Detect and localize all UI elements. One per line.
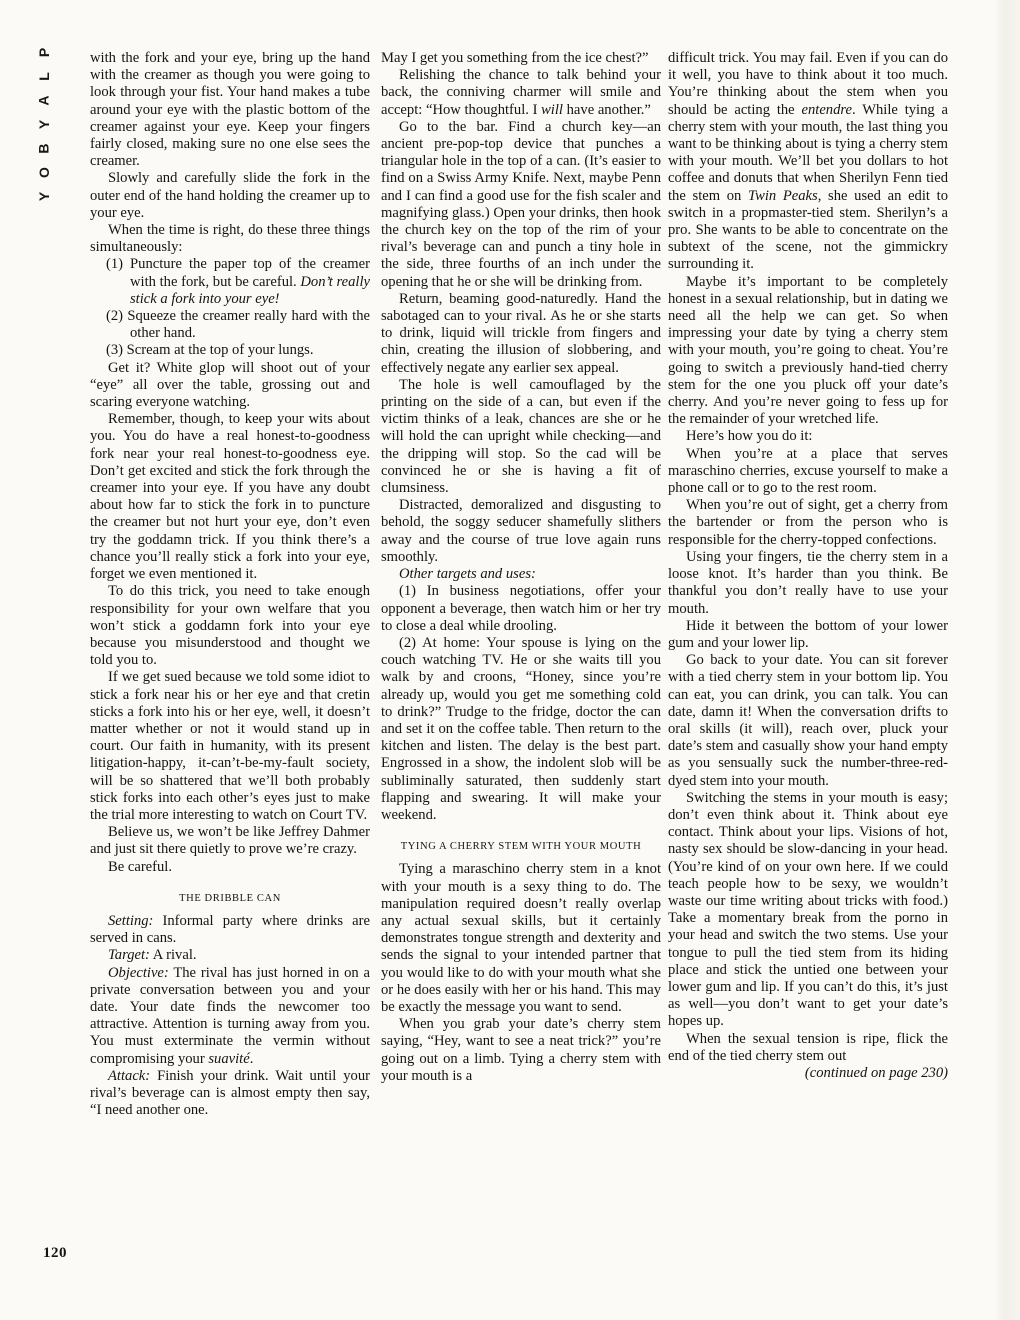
emphasis: will bbox=[541, 101, 563, 118]
text-column-1 bbox=[90, 50, 370, 1119]
paragraph-attack bbox=[90, 1068, 370, 1120]
attack-text: Finish your drink. Wait until your rival’s beverage can is almost empty then say, “I need another one. bbox=[90, 1067, 370, 1119]
running-head-playboy bbox=[34, 40, 54, 208]
paragraph-text: difficult trick. You may fail. Even if you can do it well, you have to think about it too much. You’re thinking about the stem when you should be acting the bbox=[668, 50, 948, 118]
paragraph: Go to the bar. Find a church key—an ancient pre-pop-top device that punches a triangular hole in the top of a can. (It’s easier to find on a Swiss Army Knife. Next, maybe Penn and I can find a good use for the fish scaler and magnifying glass.) Open your drinks, then hook the church key on the top of the rim of your rival’s beverage can and punch a tiny hole in the side, three fourths of an inch under the opening that he or she will be drinking from. bbox=[381, 118, 661, 290]
running-head-letter: Y bbox=[36, 118, 52, 130]
label-target: Target: bbox=[108, 947, 150, 964]
setting-text: Informal party where drinks are served in cans. bbox=[90, 912, 370, 947]
paragraph: Switching the stems in your mouth is easy; don’t even think about it. Think about eye contact. Think about your lips. Visions of hot, nasty sex should be slow-dancing in your head. (You’re kind of on your own here. If we could teach people how to be sexy, we wouldn’t waste our time writing about tricks with food.) Take a momentary break from the porno in your head and switch the two stems. Use your tongue to pull the tied stem from its hiding place and stick the untied one between your lower gum and lip. If you can’t do this, it’s just as well—you don’t want to get your date’s hopes up. bbox=[668, 789, 948, 1030]
running-head-letter: O bbox=[35, 166, 52, 178]
paragraph: (1) In business negotiations, offer your opponent a beverage, then watch him or her try to close a deal while drooling. bbox=[381, 583, 661, 634]
paragraph-text: , she used an edit to switch in a propmaster-tied stem. Sherilyn’s a pro. She wants to be able to concentrate on the subtext of the scene, not the gimmickry surrounding it. bbox=[668, 187, 948, 273]
paragraph: Return, beaming good-naturedly. Hand the sabotaged can to your rival. As he or she starts to drink, liquid will trickle from fingers and chin, creating the illusion of slobbering, and effectively negate any earlier sex appeal. bbox=[381, 290, 661, 376]
paragraph-objective bbox=[90, 965, 370, 1068]
running-head-letter: Y bbox=[36, 190, 52, 202]
paragraph: Maybe it’s important to be completely honest in a sexual relationship, but in dating we need all the help we can get. So when impressing your date by tying a cherry stem with your mouth, you’re going to cheat. You’re going to switch a previously hand-tied cherry stem for the one you pluck off your date’s cherry. And you’re never going to fess up for the remainder of your wretched life. bbox=[668, 273, 948, 428]
running-head-letter: B bbox=[36, 142, 52, 154]
label-other-targets: Other targets and uses: bbox=[399, 566, 536, 583]
paragraph: May I get you something from the ice chest?” bbox=[381, 50, 649, 66]
list-item: (2) Squeeze the creamer really hard with the other hand. bbox=[106, 308, 370, 342]
label-setting: Setting: bbox=[108, 912, 154, 929]
text-column-2 bbox=[381, 50, 661, 1085]
target-text: A rival. bbox=[149, 947, 197, 964]
paragraph-target bbox=[90, 947, 370, 964]
paragraph: To do this trick, you need to take enough responsibility for your own welfare that you won’t stick a goddamn fork into your eye because you misunderstood and thought we told you to. bbox=[90, 583, 370, 669]
paragraph bbox=[668, 50, 948, 274]
list-item: (3) Scream at the top of your lungs. bbox=[106, 342, 314, 359]
paragraph: Remember, though, to keep your wits about you. You do have a real honest-to-goodness fork near your real honest-to-goodness eye. Don’t get excited and stick the fork through the creamer into your eye. If you have any doubt about how far to stick the fork in to puncture the creamer but not hurt your eye, don’t even try the goddamn trick. If you think there’s a chance you’ll really stick a fork into your eye, forget we even mentioned it. bbox=[90, 411, 370, 583]
paragraph: Using your fingers, tie the cherry stem in a loose knot. It’s harder than you think. Be thankful you don’t really have to use your mouth. bbox=[668, 548, 948, 617]
paragraph: Go back to your date. You can sit forever with a tied cherry stem in your bottom lip. You can eat, you can drink, you can talk. You can date, damn it! When the conversation drifts to oral skills (it will), reach over, pluck your date’s stem and casually show your hand empty as you sensually suck the number-three-red-dyed stem into your mouth. bbox=[668, 652, 948, 789]
paragraph: with the fork and your eye, bring up the hand with the creamer as though you were going to look through your fist. Your hand makes a tube around your eye with the plastic bottom of the creamer against your eye. Keep your fingers fairly closed, making sure no one else sees the creamer. bbox=[90, 50, 370, 170]
paragraph: Believe us, we won’t be like Jeffrey Dahmer and just sit there quietly to prove we’re crazy. bbox=[90, 824, 370, 858]
list-item-text: (1) Puncture the paper top of the creamer with the fork, but be careful. bbox=[106, 256, 370, 290]
emphasis: Don’t really stick a fork into your eye! bbox=[130, 273, 370, 307]
emphasis: Twin Peaks bbox=[748, 187, 818, 204]
emphasis: entendre bbox=[801, 101, 852, 118]
continued-line bbox=[668, 1065, 948, 1082]
paragraph: When you’re out of sight, get a cherry from the bartender or from the person who is responsible for the cherry-topped confections. bbox=[668, 497, 948, 548]
label-objective: Objective: bbox=[108, 964, 169, 981]
paragraph: Here’s how you do it: bbox=[686, 428, 813, 445]
paragraph: Tying a maraschino cherry stem in a knot with your mouth is a sexy thing to do. The manipulation required doesn’t really overlap any actual sexual skills, but it certainly demonstrates tongue strength and dexterity and sends the signal to your intended partner that you would like to do with your mouth what she or he does easily with her or his hand. This may be exactly the message you want to send. bbox=[381, 861, 661, 1015]
paragraph: Hide it between the bottom of your lower gum and your lower lip. bbox=[668, 617, 948, 651]
paragraph-other-targets bbox=[381, 566, 661, 583]
paragraph bbox=[381, 67, 661, 119]
paragraph-text: . While tying a cherry stem with your mouth, the last thing you want to be thinking about is tying a cherry stem with your mouth. We’ll bet you dollars to hot coffee and donuts that when Sherilyn Fenn tied the stem on bbox=[668, 101, 948, 204]
label-attack: Attack: bbox=[108, 1067, 151, 1084]
running-head-letter: A bbox=[36, 94, 52, 106]
objective-text: The rival has just horned in on a private conversation between you and your date. Your date finds the newcomer too attractive. Attention is turning away from you. You must exterminate the vermin without compromising your bbox=[90, 964, 370, 1067]
paragraph-setting bbox=[90, 913, 370, 947]
paragraph: Be careful. bbox=[108, 858, 173, 875]
paragraph: When you’re at a place that serves maraschino cherries, excuse yourself to make a phone call or to go to the rest room. bbox=[668, 445, 948, 497]
paragraph-text: Relishing the chance to talk behind your back, the conniving charmer will smile and accept: “How thoughtful. I bbox=[381, 67, 661, 118]
paragraph: When you grab your date’s cherry stem saying, “Hey, want to see a neat trick?” you’re going out on a limb. Tying a cherry stem with your mouth is a bbox=[381, 1016, 661, 1084]
text-column-3 bbox=[668, 50, 948, 1082]
paragraph: Distracted, demoralized and disgusting to behold, the soggy seducer shamefully slithers away and the course of true love again runs smoothly. bbox=[381, 497, 661, 565]
paragraph: Get it? White glop will shoot out of your “eye” all over the table, grossing out and scaring everyone watching. bbox=[90, 359, 370, 411]
emphasis: suavité bbox=[208, 1050, 250, 1067]
paragraph: If we get sued because we told some idiot to stick a fork near his or her eye and that cretin sticks a fork into his or her eye, well, it doesn’t matter whether or not it would stand up in court. Our faith in humanity, with its present litigation-happy, it-can’t-be-my-fault society, will be so shattered that we’ll both probably stick forks into each other’s eyes just to make the trial more interesting to watch on Court TV. bbox=[90, 669, 370, 823]
paragraph: (2) At home: Your spouse is lying on the couch watching TV. He or she waits till you walk by and croons, “Honey, since you’re already up, would you get me something cold to drink?” Trudge to the fridge, doctor the can and set it on the coffee table. Then return to the kitchen and listen. The delay is the best part. Engrossed in a show, the indolent slob will be subliminally saturated, then suddenly start flapping and swearing. It will make your weekend. bbox=[381, 634, 661, 823]
paragraph: When the sexual tension is ripe, flick the end of the tied cherry stem out bbox=[668, 1030, 948, 1064]
running-head-letter: P bbox=[36, 46, 52, 58]
section-heading-cherry-stem: TYING A CHERRY STEM WITH YOUR MOUTH bbox=[400, 841, 642, 853]
list-item bbox=[90, 256, 370, 308]
page-number: 120 bbox=[43, 1245, 67, 1261]
continued-notice: (continued on page 230) bbox=[804, 1064, 948, 1081]
paragraph: The hole is well camouflaged by the printing on the side of a can, but even if the victim thinks of a leak, chances are she or he will hold the can upright while checking—and the dripping will stop. So the cad will be convinced he or she is having a fit of clumsiness. bbox=[381, 376, 661, 497]
paragraph: When the time is right, do these three things simultaneously: bbox=[90, 222, 370, 256]
paragraph-text: have another.” bbox=[562, 101, 651, 118]
paragraph: Slowly and carefully slide the fork in the outer end of the hand holding the creamer up to your eye. bbox=[90, 170, 370, 221]
punctuation: . bbox=[249, 1050, 254, 1067]
running-head-letter: L bbox=[36, 71, 52, 81]
section-heading-dribble-can: THE DRIBBLE CAN bbox=[179, 892, 281, 904]
